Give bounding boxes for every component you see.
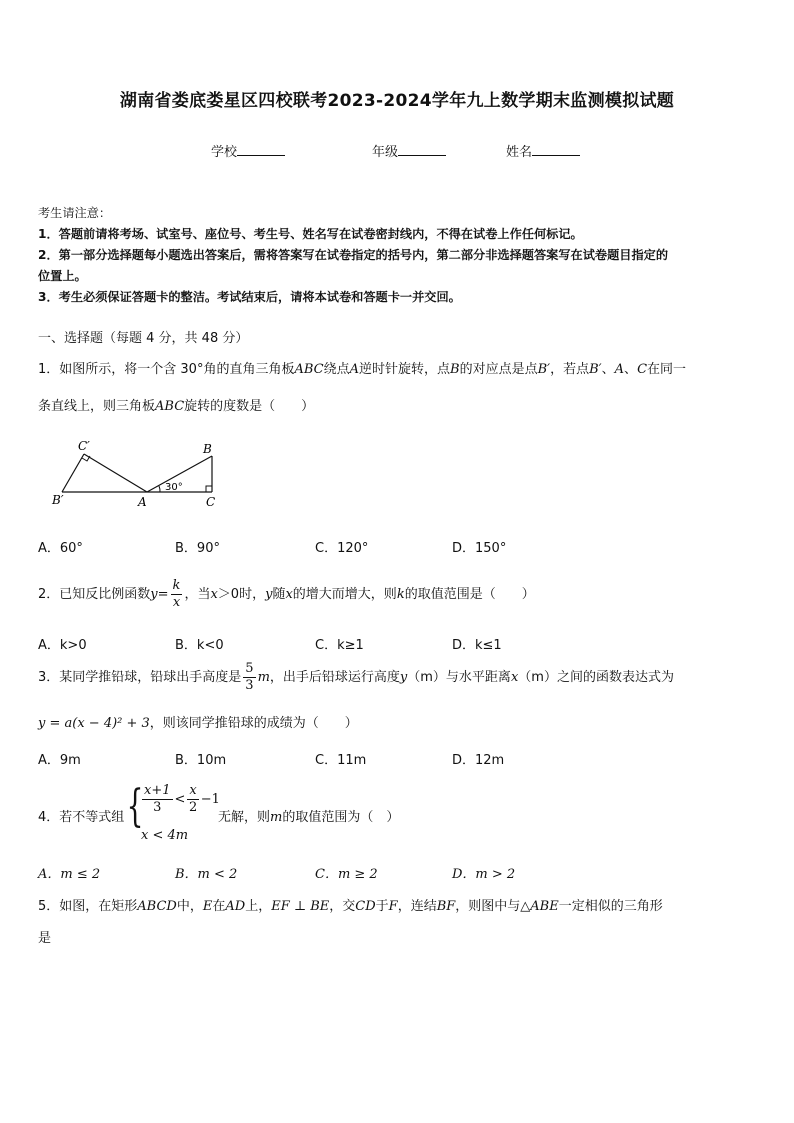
school-blank[interactable] bbox=[237, 143, 285, 156]
q4-option-b[interactable]: B．m < 2 bbox=[175, 867, 238, 882]
q4-var: m bbox=[270, 810, 283, 825]
q1-var: C bbox=[637, 362, 648, 377]
q1-option-d[interactable]: D．150° bbox=[452, 541, 507, 556]
q1-option-b[interactable]: B．90° bbox=[175, 541, 220, 556]
q1-angle-label: 30° bbox=[165, 482, 183, 493]
q2-option-a[interactable]: A．k>0 bbox=[38, 638, 87, 653]
q3-var: x bbox=[510, 670, 519, 685]
question-4-prefix: 4．若不等式组 bbox=[38, 810, 125, 825]
question-4-suffix bbox=[218, 806, 518, 825]
q3-text: （m）之间的函数表达式为 bbox=[518, 670, 674, 685]
school-label: 学校 bbox=[211, 145, 238, 160]
q2-fraction-numerator: k bbox=[172, 578, 181, 593]
q1-text: 在同一 bbox=[647, 362, 687, 377]
question-5-line-1 bbox=[38, 895, 758, 914]
q2-text: ，当 bbox=[184, 587, 211, 602]
q1-angle-arc bbox=[159, 486, 160, 492]
question-5-line-2: 是 bbox=[38, 931, 52, 946]
name-blank[interactable] bbox=[532, 143, 580, 156]
q5-var: E bbox=[202, 899, 213, 914]
q2-var: y bbox=[150, 587, 158, 602]
student-info-row bbox=[0, 141, 794, 161]
q3-option-d[interactable]: D．12m bbox=[452, 753, 505, 768]
q1-label-b: B bbox=[203, 442, 212, 456]
q1-label-c: C bbox=[206, 495, 216, 509]
q2-var: k bbox=[396, 587, 405, 602]
q4-fraction-2 bbox=[187, 783, 198, 816]
q2-option-d[interactable]: D．k≤1 bbox=[452, 638, 502, 653]
q1-var: B′ bbox=[589, 362, 602, 377]
question-2 bbox=[38, 578, 758, 611]
q3-text: ，则该同学推铅球的成绩为（ ） bbox=[149, 716, 358, 731]
q2-var: y bbox=[265, 587, 273, 602]
q1-side-bc-prime bbox=[62, 454, 84, 492]
q3-var: y bbox=[399, 670, 408, 685]
q4-fraction-1-numerator: x+1 bbox=[144, 783, 171, 798]
q1-option-a[interactable]: A．60° bbox=[38, 541, 83, 556]
q3-text: ，出手后铅球运行高度 bbox=[269, 670, 400, 685]
q4-fraction-1-denominator: 3 bbox=[153, 800, 162, 815]
q1-var: B bbox=[450, 362, 460, 377]
q3-option-a[interactable]: A．9m bbox=[38, 753, 81, 768]
q4-symbol: < bbox=[174, 792, 186, 807]
q1-text: ，若点 bbox=[550, 362, 590, 377]
q4-option-a[interactable]: A．m ≤ 2 bbox=[38, 867, 101, 882]
page-title: 湖南省娄底娄星区四校联考2023-2024学年九上数学期末监测模拟试题 bbox=[119, 91, 675, 111]
q5-text: 一定相似的三角形 bbox=[558, 899, 663, 914]
q3-formula: y = a(x − 4)² + 3 bbox=[38, 716, 150, 731]
q2-option-b[interactable]: B．k<0 bbox=[175, 638, 224, 653]
q1-label-c-prime: C′ bbox=[78, 439, 90, 453]
q2-fraction bbox=[171, 578, 183, 611]
q1-text: 旋转的度数是（ ） bbox=[184, 399, 315, 414]
question-1-line-2 bbox=[38, 395, 758, 414]
q4-fraction-2-denominator: 2 bbox=[188, 800, 198, 815]
q2-option-c[interactable]: C．k≥1 bbox=[315, 638, 364, 653]
q1-var: A bbox=[349, 362, 359, 377]
q1-text: 、 bbox=[601, 362, 615, 377]
q2-text: 2．已知反比例函数 bbox=[38, 587, 151, 602]
q2-fraction-denominator: x bbox=[172, 595, 181, 610]
q1-var: B′ bbox=[537, 362, 551, 377]
q5-text: 5．如图，在矩形 bbox=[38, 899, 138, 914]
q4-options bbox=[38, 863, 758, 883]
q1-var: A bbox=[614, 362, 625, 377]
q2-options bbox=[38, 634, 758, 654]
q5-var: BF bbox=[436, 899, 456, 914]
q2-text: 随 bbox=[272, 587, 286, 602]
q1-text: 条直线上，则三角板 bbox=[38, 399, 156, 414]
q5-text: ，连结 bbox=[397, 899, 437, 914]
q3-options bbox=[38, 749, 758, 769]
q2-text: 的取值范围是（ ） bbox=[404, 587, 535, 602]
q1-option-c[interactable]: C．120° bbox=[315, 541, 369, 556]
exam-notes bbox=[38, 203, 758, 308]
q5-var: AD bbox=[225, 899, 246, 914]
q1-right-angle-mark-c bbox=[206, 486, 212, 492]
notes-heading: 考生请注意： bbox=[38, 206, 112, 220]
q1-text: 绕点 bbox=[323, 362, 350, 377]
q1-label-b-prime: B′ bbox=[52, 493, 64, 507]
q3-fraction bbox=[243, 661, 255, 694]
q5-text: 于 bbox=[375, 899, 389, 914]
q5-text: 在 bbox=[212, 899, 226, 914]
q4-fraction-2-numerator: x bbox=[189, 783, 197, 798]
section-heading: 一、选择题（每题 4 分，共 48 分） bbox=[38, 331, 249, 346]
q5-var: ABCD bbox=[137, 899, 177, 914]
q3-text: 3．某同学推铅球，铅球出手高度是 bbox=[38, 670, 242, 685]
q4-brace: { bbox=[126, 781, 144, 832]
q5-var: ABE bbox=[530, 899, 559, 914]
q2-symbol: = bbox=[157, 587, 169, 602]
q5-var: CD bbox=[355, 899, 376, 914]
note-item: 位置上。 bbox=[38, 269, 87, 283]
q4-option-d[interactable]: D．m > 2 bbox=[452, 867, 516, 882]
grade-blank[interactable] bbox=[398, 143, 446, 156]
note-item: 2．第一部分选择题每小题选出答案后，需将答案写在试卷指定的括号内，第二部分非选择题答案写在试卷题目指定的 bbox=[38, 248, 669, 262]
q2-text: ＞0时， bbox=[217, 587, 266, 602]
q3-option-b[interactable]: B．10m bbox=[175, 753, 227, 768]
q3-text: （m）与水平距离 bbox=[407, 670, 511, 685]
q5-text: ，则图中与△ bbox=[455, 899, 531, 914]
q5-var: EF ⊥ BE bbox=[271, 899, 330, 914]
q3-unit: m bbox=[257, 670, 270, 685]
q3-fraction-numerator: 5 bbox=[245, 661, 254, 676]
q5-text: 中， bbox=[176, 899, 203, 914]
q1-text: 的对应点是点 bbox=[459, 362, 538, 377]
q1-text: 1．如图所示，将一个含 30°角的直角三角板 bbox=[38, 362, 295, 377]
q4-inequality-row-2: x < 4m bbox=[141, 828, 189, 843]
note-item: 1．答题前请将考场、试室号、座位号、考生号、姓名写在试卷密封线内，不得在试卷上作任何标记。 bbox=[38, 227, 583, 241]
q2-var: x bbox=[210, 587, 218, 602]
q1-side-ca bbox=[84, 454, 147, 492]
question-1-line-1 bbox=[38, 358, 758, 377]
grade-field bbox=[372, 141, 446, 160]
question-3-line-1 bbox=[38, 661, 758, 694]
name-label: 姓名 bbox=[506, 145, 533, 160]
q1-label-a: A bbox=[138, 495, 147, 509]
q2-text: 的增大而增大，则 bbox=[292, 587, 397, 602]
q1-var: ABC bbox=[155, 399, 185, 414]
q4-text: 的取值范围为（ ） bbox=[282, 810, 400, 825]
q4-symbol: −1 bbox=[200, 792, 220, 807]
name-field bbox=[506, 141, 580, 160]
q5-text: ，交 bbox=[329, 899, 356, 914]
q1-text: 逆时针旋转，点 bbox=[359, 362, 451, 377]
q4-option-c[interactable]: C．m ≥ 2 bbox=[315, 867, 378, 882]
note-item: 3．考生必须保证答题卡的整洁。考试结束后，请将本试卷和答题卡一并交回。 bbox=[38, 290, 461, 304]
question-3-line-2 bbox=[38, 712, 758, 731]
q2-var: x bbox=[285, 587, 293, 602]
q1-text: 、 bbox=[624, 362, 638, 377]
q1-options bbox=[38, 537, 758, 557]
q3-fraction-denominator: 3 bbox=[245, 678, 254, 693]
q5-var: F bbox=[388, 899, 398, 914]
q4-text: 无解，则 bbox=[218, 810, 271, 825]
school-field bbox=[211, 141, 285, 160]
q1-triangle-figure bbox=[50, 435, 230, 515]
grade-label: 年级 bbox=[372, 145, 399, 160]
q3-option-c[interactable]: C．11m bbox=[315, 753, 367, 768]
q1-var: ABC bbox=[294, 362, 324, 377]
q5-text: 上， bbox=[245, 899, 272, 914]
q4-fraction-1 bbox=[142, 783, 173, 816]
